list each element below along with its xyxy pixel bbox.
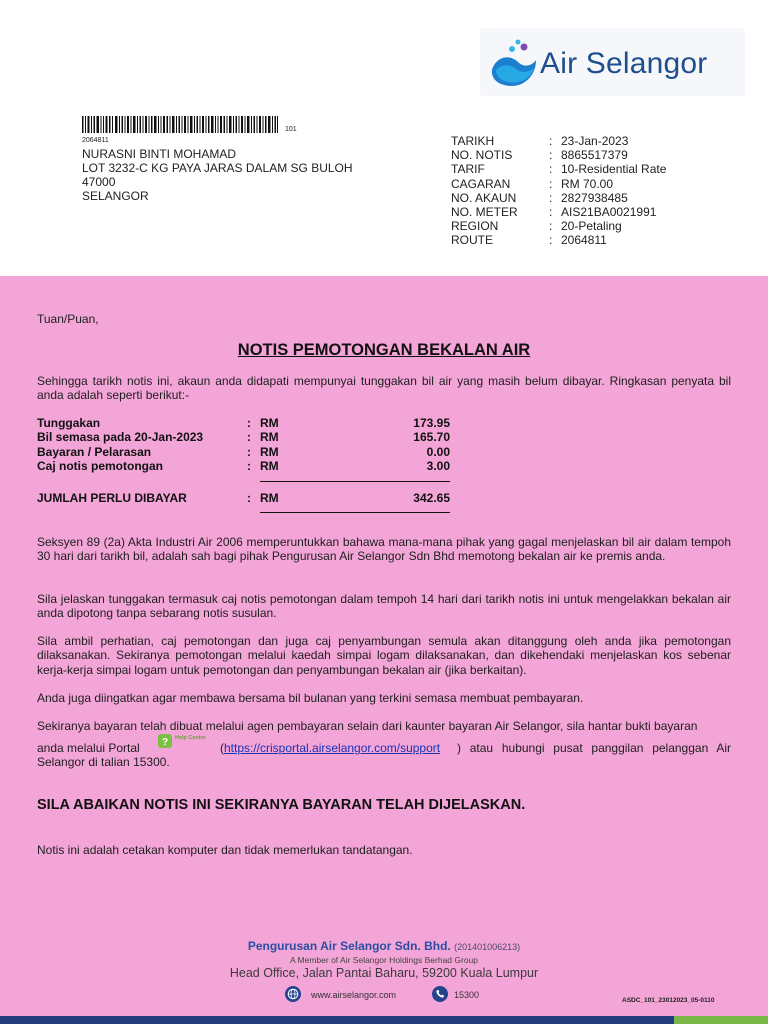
info-row-region <box>451 219 666 233</box>
notice-info-block <box>451 134 666 248</box>
info-row-route <box>451 233 666 247</box>
paragraph-jelaskan-tunggakan: Sila jelaskan tunggakan termasuk caj notis pemotongan dalam tempoh 14 hari dari tarikh notis ini untuk mengelakkan bekalan air anda dipotong tanpa sebarang notis susulan. <box>37 592 731 621</box>
info-label: TARIF <box>451 162 485 177</box>
footer-reg-no: (201401006213) <box>454 942 521 952</box>
bill-summary-table <box>37 416 450 474</box>
barcode-suffix: 101 <box>285 126 297 133</box>
info-colon: : <box>549 205 553 220</box>
info-row-no-akaun <box>451 191 666 205</box>
computer-generated-footnote: Notis ini adalah cetakan komputer dan tidak memerlukan tandatangan. <box>37 843 413 857</box>
document-id: ASDC_101_23012023_05-0110 <box>622 997 715 1004</box>
info-value: 8865517379 <box>561 148 628 163</box>
notice-title: NOTIS PEMOTONGAN BEKALAN AIR <box>237 341 531 359</box>
summary-label: Tunggakan <box>37 416 101 430</box>
summary-colon: : <box>247 430 251 445</box>
summary-amount: 173.95 <box>413 416 450 430</box>
footer-phone: 15300 <box>454 990 480 1000</box>
summary-label: Caj notis pemotongan <box>37 459 163 474</box>
summary-amount: 3.00 <box>426 459 450 474</box>
recipient-postcode: 47000 <box>82 175 116 189</box>
recipient-name: NURASNI BINTI MOHAMAD <box>82 147 237 161</box>
summary-colon: : <box>247 459 251 474</box>
summary-currency: RM <box>260 416 279 430</box>
info-colon: : <box>549 219 553 234</box>
info-value: RM 70.00 <box>561 176 614 191</box>
footer-address: Head Office, Jalan Pantai Baharu, 59200 Kuala Lumpur <box>229 966 539 980</box>
summary-label: Bil semasa pada 20-Jan-2023 <box>37 430 204 445</box>
summary-row-bil-semasa <box>37 430 450 444</box>
info-row-no-notis <box>451 148 666 162</box>
summary-divider-bottom <box>260 512 450 513</box>
footer-member-line: A Member of Air Selangor Holdings Berhad Group <box>289 955 479 965</box>
info-label: NO. METER <box>451 205 518 220</box>
svg-text:?: ? <box>162 737 169 748</box>
info-colon: : <box>549 233 553 248</box>
total-amount: 342.65 <box>413 491 450 505</box>
salutation: Tuan/Puan, <box>37 312 99 326</box>
footer-company <box>0 939 768 953</box>
footer-band-blue <box>0 1016 768 1024</box>
info-label: TARIKH <box>451 134 495 148</box>
info-colon: : <box>549 162 553 177</box>
info-row-tarikh <box>451 134 666 148</box>
info-label: NO. AKAUN <box>451 190 517 205</box>
summary-currency: RM <box>260 459 279 474</box>
info-label: NO. NOTIS <box>451 148 513 163</box>
summary-divider-top <box>260 481 450 482</box>
info-label: ROUTE <box>451 233 493 248</box>
globe-icon <box>285 986 301 1002</box>
phone-icon <box>432 986 448 1002</box>
recipient-state: SELANGOR <box>82 189 149 203</box>
footer-website[interactable]: www.airselangor.com <box>311 990 397 1000</box>
info-colon: : <box>549 134 553 148</box>
summary-colon: : <box>247 491 251 505</box>
summary-row-caj-notis <box>37 459 450 473</box>
info-value: 23-Jan-2023 <box>561 134 629 148</box>
paragraph-bukti-bayaran-line3: Selangor di talian 15300. <box>37 755 170 769</box>
paragraph-bukti-bayaran-link-line <box>220 741 440 755</box>
summary-colon: : <box>247 416 251 430</box>
info-row-tarif <box>451 162 666 176</box>
footer-band-green <box>674 1016 768 1024</box>
ignore-notice-warning: SILA ABAIKAN NOTIS INI SEKIRANYA BAYARAN TELAH DIJELASKAN. <box>37 797 526 813</box>
info-label: CAGARAN <box>451 176 511 191</box>
info-row-cagaran <box>451 177 666 191</box>
info-colon: : <box>549 148 553 163</box>
help-centre-portal-icon[interactable] <box>158 734 218 749</box>
summary-row-total <box>37 491 450 505</box>
summary-currency: RM <box>260 430 279 445</box>
info-value: 2827938485 <box>561 190 628 205</box>
info-colon: : <box>549 176 553 191</box>
summary-total <box>37 491 450 505</box>
paragraph-bukti-bayaran-prefix: anda melalui Portal <box>37 741 140 755</box>
paragraph-bukti-bayaran-line1: Sekiranya bayaran telah dibuat melalui agen pembayaran selain dari kaunter bayaran Air Selangor, sila hantar bukti bayaran <box>37 719 698 733</box>
info-value: 20-Petaling <box>561 219 622 234</box>
help-centre-label: Help Centre <box>175 735 206 741</box>
info-value: 2064811 <box>561 233 607 248</box>
info-colon: : <box>549 190 553 205</box>
barcode-number: 2064811 <box>82 137 109 144</box>
info-value: 10-Residential Rate <box>561 162 667 177</box>
water-drop-logo-icon <box>488 36 540 88</box>
intro-paragraph: Sehingga tarikh notis ini, akaun anda didapati mempunyai tunggakan bil air yang masih belum dibayar. Ringkasan penyata bil anda adalah seperti berikut:- <box>37 374 731 403</box>
barcode-image <box>82 116 278 133</box>
total-label: JUMLAH PERLU DIBAYAR <box>37 491 187 505</box>
paragraph-caj-pemotongan: Sila ambil perhatian, caj pemotongan dan juga caj penyambungan semula akan ditanggung oleh anda jika pemotongan dilaksanakan. Sekiranya pemotongan melalui kaedah simpai logam dilaksanakan, dan dikehendaki menjelaskan kos sebenar kerja-kerja simpai logam untuk pemotongan dan penyambungan bekalan air (jika berkaitan). <box>37 634 731 677</box>
info-label: REGION <box>451 219 499 234</box>
paragraph-seksyen-89: Seksyen 89 (2a) Akta Industri Air 2006 memperuntukkan bahawa mana-mana pihak yang gagal menjelaskan bil air dalam tempoh 30 hari dari tarikh bil, adalah sah bagi pihak Pengurusan Air Selangor Sdn Bhd memotong bekalan air ke premis anda. <box>37 535 731 564</box>
summary-row-bayaran <box>37 445 450 459</box>
summary-label: Bayaran / Pelarasan <box>37 444 152 459</box>
paragraph-bukti-bayaran-suffix: ) atau hubungi pusat panggilan pelanggan Air <box>457 741 731 755</box>
brand-name: Air Selangor <box>540 47 708 80</box>
paragraph-bil-bulanan: Anda juga diingatkan agar membawa bersama bil bulanan yang terkini semasa membuat pembayaran. <box>37 691 584 705</box>
open-paren: ( <box>220 741 224 755</box>
recipient-address-line1: LOT 3232-C KG PAYA JARAS DALAM SG BULOH <box>82 161 353 175</box>
info-row-no-meter <box>451 205 666 219</box>
footer-company-name: Pengurusan Air Selangor Sdn. Bhd. <box>247 939 451 953</box>
summary-amount: 0.00 <box>426 444 450 459</box>
summary-amount: 165.70 <box>413 430 450 445</box>
crisportal-support-link[interactable]: https://crisportal.airselangor.com/support <box>224 741 441 755</box>
air-selangor-logo <box>480 28 745 96</box>
summary-colon: : <box>247 444 251 459</box>
info-value: AIS21BA0021991 <box>561 205 657 220</box>
summary-row-tunggakan <box>37 416 450 430</box>
summary-currency: RM <box>260 491 279 505</box>
summary-currency: RM <box>260 444 279 459</box>
